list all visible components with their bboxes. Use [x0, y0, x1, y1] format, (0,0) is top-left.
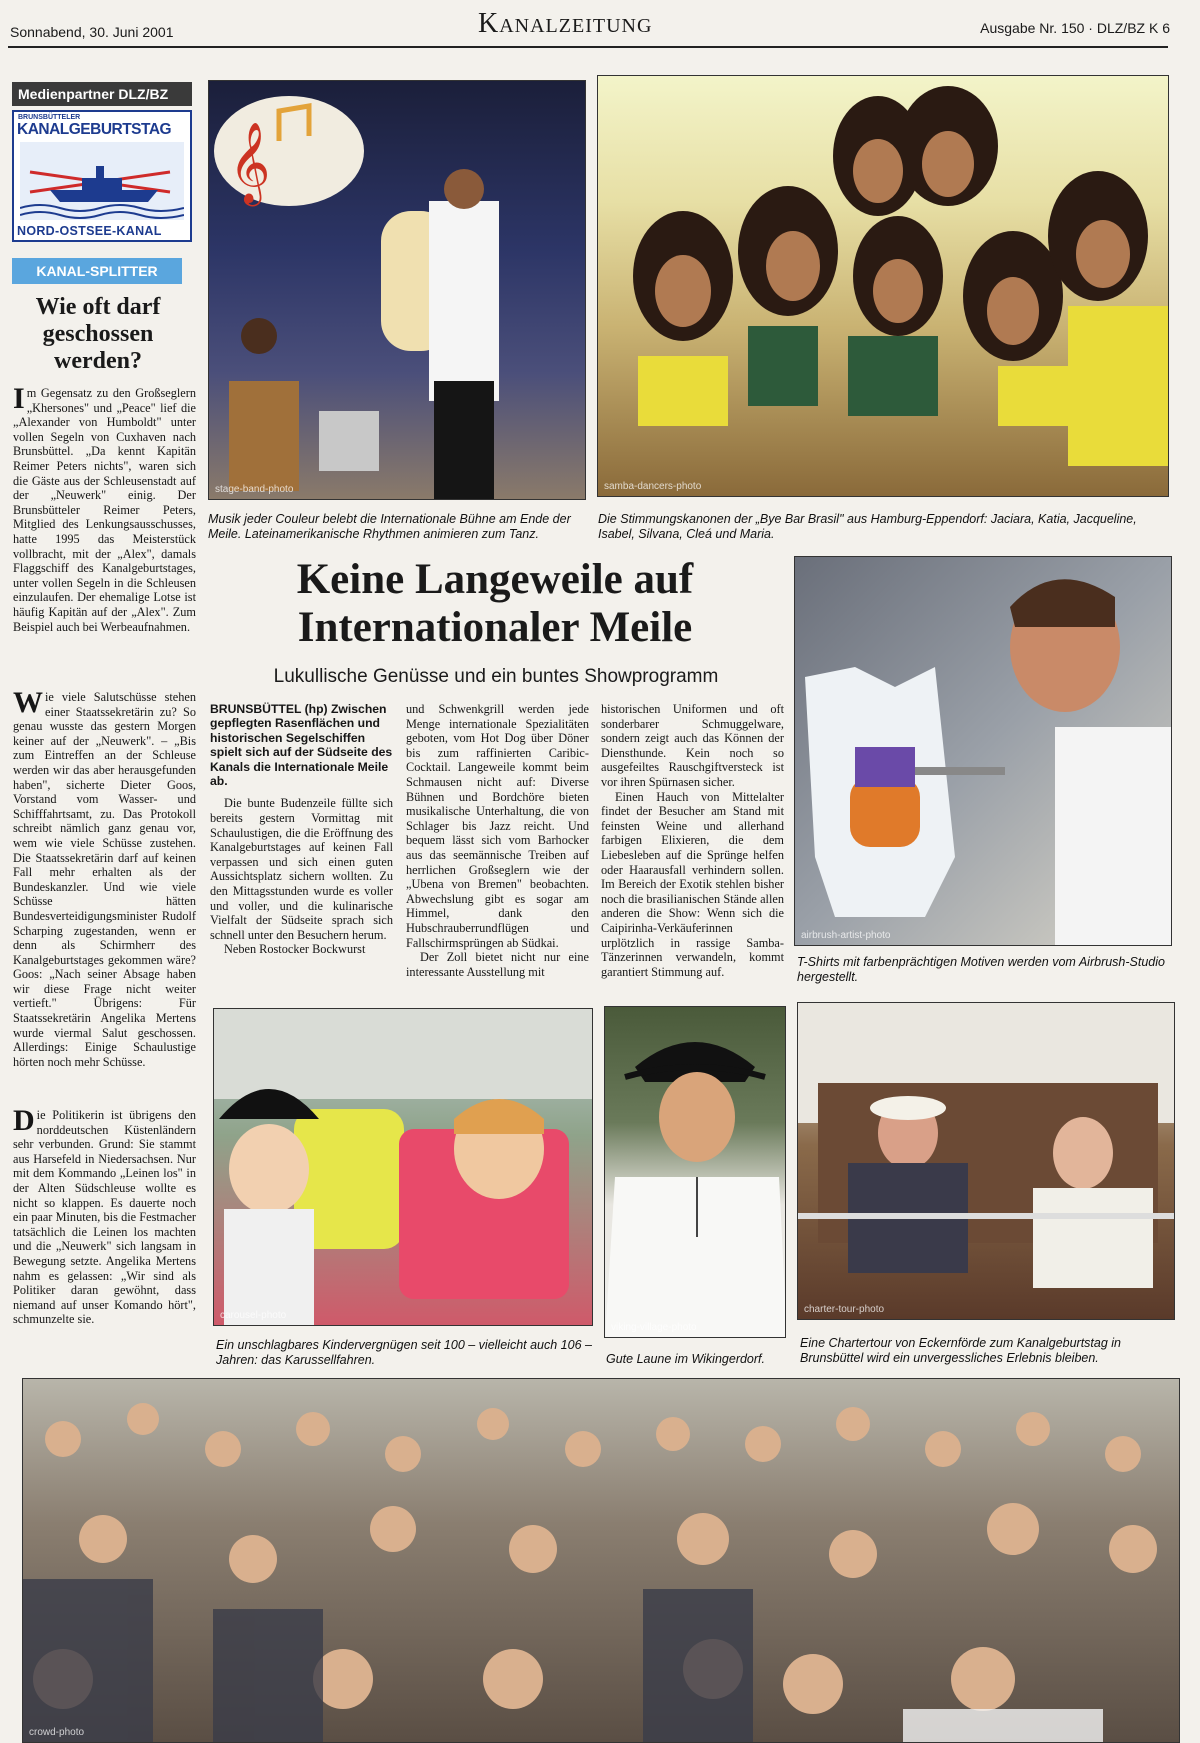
sidebar-text-2: ie viele Salutschüsse stehen einer Staatssekretärin zu? So genau wusste das gestern Morgen keiner auf der „Neuwerk". – „Bis zum Eintreffen an der Schleuse werden wir das aber herausgefunden haben", sicherte Dieter Goos, Vorstand vom Wasser- und Schifffahrtsamt, zu. Das Protokoll schreibt nämlich ganz genau vor, wem wie viele Schüsse zustehen. Die Staatssekretärin darf auf keinen Fall mehr erhalten als der Bundeskanzler. Und wie viele Schüsse hätten Bundesverteidigungsminister Rudolf Scharping zugestanden, wenn er denn als Schirmherr des Kanalgeburtstages gekommen wäre? Goos: „Nach seiner Absage haben wir diese Frage nicht weiter vertieft." Übrigens: Für Staatssekretärin Angelika Mertens wurde viermal Salut geschossen. Allerdings: Einige Schaulustige hörten noch mehr Schüsse.: [13, 690, 196, 1069]
edition-label: Ausgabe Nr. 150 · DLZ/BZ K 6: [980, 20, 1170, 36]
article-column-1: [210, 702, 393, 957]
logo-bottom-text: NORD-OSTSEE-KANAL: [17, 224, 162, 238]
article-column-2: [406, 702, 589, 979]
photo-label: samba-dancers-photo: [604, 481, 702, 492]
article-subheadline: Lukullische Genüsse und ein buntes Showprogramm: [273, 666, 719, 687]
caption-stage: Musik jeder Couleur belebt die Internationale Bühne am Ende der Meile. Lateinamerikanische Rhythmen animieren zum Tanz.: [208, 512, 571, 541]
section-label: KANAL-SPLITTER: [12, 258, 182, 284]
caption-airbrush: T-Shirts mit farbenprächtigen Motiven werden vom Airbrush-Studio hergestellt.: [797, 955, 1165, 984]
airbrush-artist-photo: [794, 556, 1172, 946]
photo-label: airbrush-artist-photo: [801, 930, 891, 941]
carousel-photo: [213, 1008, 593, 1326]
caption-charter: Eine Chartertour von Eckernförde zum Kanalgeburtstag in Brunsbüttel wird ein unvergessliches Erlebnis bleiben.: [800, 1336, 1122, 1365]
sidebar-paragraph-3: [13, 1104, 196, 1327]
crowd-photo: [22, 1378, 1180, 1743]
stage-band-photo: [208, 80, 586, 500]
sidebar-text-1: m Gegensatz zu den Großseglern „Khersones" und „Peace" lief die „Alexander von Humboldt" unter vollen Segeln von Cuxhaven nach Brunsbüttel. „Da kennt Kapitän Reimer Peters nichts", waren sich die Gäste aus der Schleusenstadt auf der „Neuwerk" einig. Der Brunsbütteler Reimer Peters, Mitglied des Lenkungsausschusses, hatte 1995 das Meisterstück vollbracht, mit der „Alex", damals Flaggschiff des Kanalgeburtstages, unter vollen Segeln in die Schleusen einzulaufen. Der ehemalige Lotse ist häufig Kapitän auf der „Alex". Zum Beispiel auch bei Werbeaufnahmen.: [13, 386, 196, 634]
paper-name: Kanalzeitung: [478, 8, 653, 39]
article-column-3: [601, 702, 784, 979]
masthead-date: Sonnabend, 30. Juni 2001: [10, 24, 174, 40]
dropcap: W: [13, 686, 43, 719]
photo-label: stage-band-photo: [215, 484, 294, 495]
article-col3-text-2: Einen Hauch von Mittelalter findet der Besucher am Stand mit feinsten Weine und allerhand farbigen Elixieren, die dem Liebesleben auf die Sprünge helfen oder Haarausfall verhindern sollen. Im Bereich der Exotik stehlen bisher noch die brasilianischen Stände allen anderen die Show: Wenn sich die Caipirinha-Verkäuferinnen urplötzlich in rassige Samba-Tänzerinnen verwandeln, kommt garantiert Stimmung auf.: [601, 789, 784, 979]
article-col2-text: und Schwenkgrill werden jede Menge internationale Spezialitäten geboten, vom Hot Dog über Döner bis zum raffinierten Caribic-Cocktail. Langeweile kommt beim Schmausen nicht auf: Diverse Bühnen und Bordchöre bieten musikalische Unterhaltung, die von Schlager bis Jazz reicht. Und bequem lässt sich vom Barhocker aus das seemännische Treiben auf herrlichen Großseglern wie der „Ubena von Bremen" beobachten. Abwechslung gibt es sogar am Himmel, dank den Hubschrauberrundflügen und Fallschirmsprüngen ab Südkai.: [406, 702, 589, 950]
photo-label: carousel-photo: [220, 1310, 287, 1321]
caption-dancers: Die Stimmungskanonen der „Bye Bar Brasil" aus Hamburg-Eppendorf: Jaciara, Katia, Jacqueline, Isabel, Silvana, Cleá und Maria.: [598, 512, 1137, 541]
headline-line-2: Internationaler Meile: [297, 604, 693, 651]
dropcap: D: [13, 1104, 35, 1137]
logo-small-text: BRUNSBÜTTELER: [18, 114, 81, 121]
kanalgeburtstag-logo: [12, 110, 192, 242]
samba-dancers-photo: [597, 75, 1169, 497]
article-lead: BRUNSBÜTTEL (hp) Zwischen gepflegten Rasenflächen und historischen Segelschiffen spielt sich auf der Südseite des Kanals die Internationale Meile ab.: [210, 702, 393, 789]
media-partner-label: Medienpartner DLZ/BZ: [12, 82, 192, 106]
sidebar-paragraph-1: [13, 382, 196, 634]
headline-line-1: Keine Langeweile auf: [296, 556, 694, 603]
sidebar-text-3: ie Politikerin ist übrigens den norddeutschen Küstenländern sehr verbunden. Grund: Sie stammt aus Harsefeld in Niedersachsen. Nur mit dem Kommando „Leinen los" in der Alten Südschleuse wollte es nicht so klappen. Es dauerte noch ein paar Minuten, bis die Festmacher tatsächlich die Leinen los machten und die „Neuwerk" sich langsam in Bewegung setzte. Angelika Mertens nahm es gelassen: „Wir sind als Politiker daran gewöhnt, dass niemand auf unser Komando hört", schmunzelte sie.: [13, 1108, 196, 1327]
viking-village-photo: [604, 1006, 786, 1338]
sidebar-headline: Wie oft darf geschossen werden?: [35, 294, 161, 374]
masthead-rule: [8, 46, 1168, 48]
article-col1-text: Die bunte Budenzeile füllte sich bereits gestern Vormittag mit Schaulustigen, die die Eröffnung des Kanalgeburtstages auf keinen Fall verpassen und sich einen guten Aussichtsplatz sichern wollten. Zu den Mittagsstunden wurde es voller und voller, und die kulinarische Vielfalt der Südseite sprach sich schnell unter den Besuchern herum.: [210, 796, 393, 942]
caption-viking: Gute Laune im Wikingerdorf.: [606, 1352, 765, 1366]
svg-text:𝄞: 𝄞: [229, 125, 271, 202]
article-col2-tail: Der Zoll bietet nicht nur eine interessante Ausstellung mit: [406, 950, 589, 979]
charter-tour-photo: [797, 1002, 1175, 1320]
photo-label: charter-tour-photo: [804, 1304, 885, 1315]
logo-title: KANALGEBURTSTAG: [17, 121, 172, 138]
photo-label: crowd-photo: [29, 1727, 85, 1738]
sidebar-paragraph-2: [13, 686, 196, 1069]
caption-carousel: Ein unschlagbares Kindervergnügen seit 100 – vielleicht auch 106 – Jahren: das Karussellfahren.: [216, 1338, 592, 1367]
dropcap: I: [13, 382, 25, 415]
article-col3-text: historischen Uniformen und oft sonderbarer Schmuggelware, sondern zeigt auch das Können der Diensthunde. Kein noch so ausgefeiltes Rauschgiftversteck ist vor ihren Spürnasen sicher.: [601, 702, 784, 789]
article-col1-tail: Neben Rostocker Bockwurst: [224, 942, 366, 957]
photo-label: viking-village-photo: [611, 1322, 697, 1333]
article-headline: [210, 556, 780, 652]
ship-logo-icon: [20, 142, 184, 220]
